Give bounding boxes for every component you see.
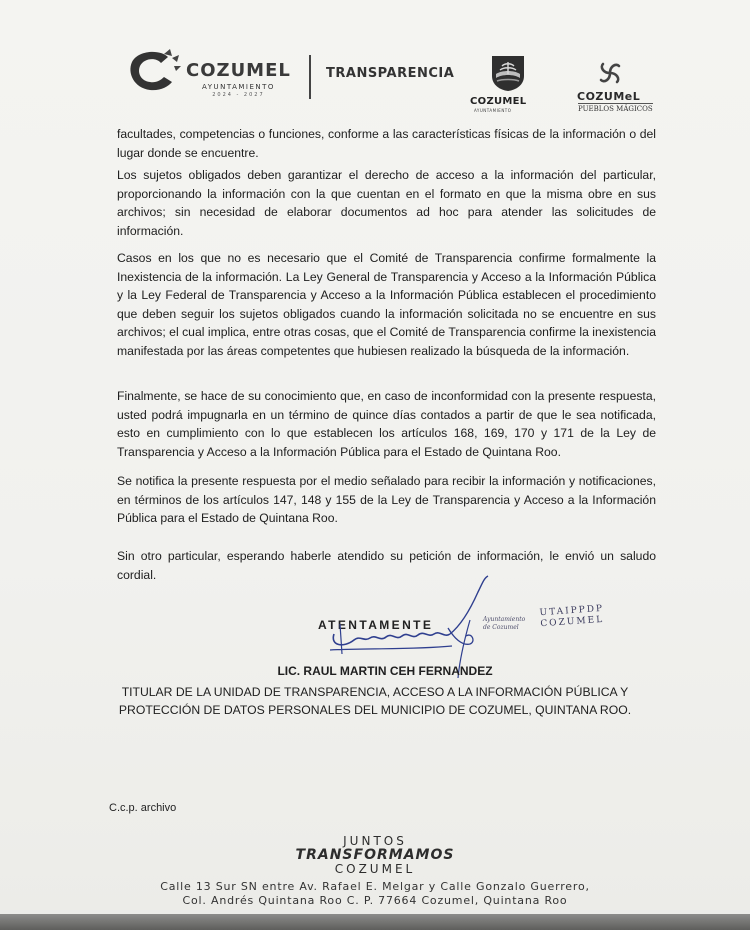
brand-block	[186, 62, 291, 98]
seal-name: COZUMEL	[470, 96, 527, 107]
header-divider	[309, 55, 311, 99]
slogan-line-1: JUNTOS	[343, 834, 407, 848]
paragraph-5: Se notifica la presente respuesta por el medio señalado para recibir la información y notificaciones, en términos de los artículos 147, 148 y 155 de la Ley de Transparencia y Acceso a la Información Pública para el Estado de Quintana Roo.	[117, 474, 656, 526]
pueblos-magicos-swirl-icon	[595, 58, 625, 88]
stamp-code-line: UTAIPPDP	[539, 603, 605, 619]
cozumel-c-logo-icon	[124, 48, 184, 94]
paragraph-4: Finalmente, se hace de su conocimiento que, en caso de inconformidad con la presente respuesta, usted podrá impugnarla en un término de quince días contados a partir de que le sea notificada, esto en cumplimiento con lo que establecen los artículos 168, 169, 170 y 171 de la Ley de Transparencia y Acceso a la Información Pública para el Estado de Quintana Roo.	[117, 389, 656, 459]
stamp-small-text	[483, 616, 525, 632]
footer-bar	[0, 914, 750, 930]
slogan-line-3: COZUMEL	[334, 862, 416, 876]
paragraph-6: Sin otro particular, esperando haberle atendido su petición de información, le envió un saludo cordial.	[117, 549, 656, 582]
paragraph-3: Casos en los que no es necesario que el Comité de Transparencia confirme formalmente la Inexistencia de la información. La Ley General de Transparencia y Acceso a la Información Pública y la Ley Federal de Transparencia y Acceso a la Información Pública establecen el procedimiento que deben seguir los sujetos obligados cuando la información solicitada no se encuentre en sus archivos; el cual implica, entre otras cosas, que el Comité de Transparencia confirme la inexistencia manifestada por las áreas competentes que hubiesen realizado la búsqueda de la información.	[117, 251, 656, 358]
address-line-1: Calle 13 Sur SN entre Av. Rafael E. Melgar y Calle Gonzalo Guerrero,	[160, 880, 590, 893]
signatory-name: LIC. RAUL MARTIN CEH FERNANDEZ	[277, 664, 493, 678]
brand-years: 2024 - 2027	[212, 92, 265, 98]
brand-name: COZUMEL	[186, 60, 291, 81]
stamp-small-line-1: Ayuntamiento	[483, 616, 526, 623]
paragraph-1: facultades, competencias o funciones, conforme a las características físicas de la información o del lugar donde se encuentre.	[117, 127, 656, 160]
section-title: TRANSPARENCIA	[326, 66, 455, 81]
stamp-small-line-2: de Cozumel	[483, 624, 519, 631]
closing-atentamente: ATENTAMENTE	[318, 618, 434, 632]
address-line-2: Col. Andrés Quintana Roo C. P. 77664 Cozumel, Quintana Roo	[182, 894, 568, 907]
slogan-line-2: TRANSFORMAMOS	[295, 847, 455, 863]
pueblos-magicos-subtitle: PUEBLOS MÁGICOS	[578, 105, 653, 113]
ccp-note: C.c.p. archivo	[109, 802, 177, 814]
paragraph-2: Los sujetos obligados deben garantizar el derecho de acceso a la información del particular, proporcionando la información con la que cuentan en el formato en que la misma obre en sus archivos; sin necesidad de elaborar documentos ad hoc para atender las solicitudes de información.	[117, 168, 656, 238]
stamp-city-line: COZUMEL	[540, 614, 605, 630]
signatory-title-line-1: TITULAR DE LA UNIDAD DE TRANSPARENCIA, ACCESO A LA INFORMACIÓN PÚBLICA Y	[121, 685, 629, 699]
pueblos-magicos-name: COZUMeL	[577, 90, 641, 103]
signatory-title-line-2: PROTECCIÓN DE DATOS PERSONALES DEL MUNICIPIO DE COZUMEL, QUINTANA ROO.	[118, 703, 632, 717]
stamp-code	[539, 604, 605, 630]
municipal-seal-icon	[488, 52, 528, 92]
seal-subtitle: AYUNTAMIENTO	[474, 108, 512, 113]
brand-subtitle: AYUNTAMIENTO	[201, 83, 275, 91]
